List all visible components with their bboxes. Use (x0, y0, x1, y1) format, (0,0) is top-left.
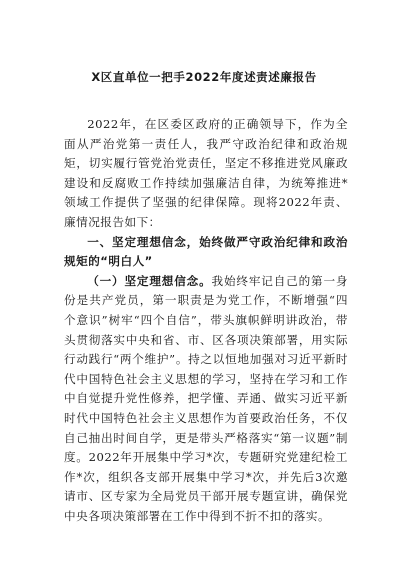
document-title: X区直单位一把手2022年度述责述廉报告 (91, 70, 317, 84)
intro-paragraph: 2022年，在区委区政府的正确领导下，作为全面从严治党第一责任人，我严守政治纪律和政治规矩，切实履行管党治党责任，坚定不移推进党风廉政建设和反腐败工作持续加强廉洁自律，为统筹推进*领域工作提供了坚强的纪律保障。现将2022年责、廉情况报告如下： (64, 117, 348, 229)
subsection-text: 我始终牢记自己的第一身份是共产党员，第一职责是为党工作，不断增强“四个意识”树牢“四个自信”，带头旗帜鲜明讲政治，带头贯彻落实中央和省、市、区各项决策部署，用实际行动践行“两个维护”。持之以恒地加强对习近平新时代中国特色社会主义思想的学习，坚持在学习和工作中自觉提升党性修养，把学懂、弄通、做实习近平新时代中国特色社会主义思想作为首要政治任务，不仅自己抽出时间自学，更是带头严格落实“第一议题”制度。2022年开展集中学习*次，专题研究党建纪检工作*次，组织各支部开展集中学习*次，并先后3次邀请市、区专家为全局党员干部开展专题宣讲，确保党中央各项决策部署在工作中得到不折不扣的落实。 (64, 273, 348, 523)
document-body (64, 115, 348, 526)
subsection-heading: （一）坚定理想信念。 (87, 273, 212, 288)
subsection-paragraph (64, 272, 348, 527)
section-heading: 一、坚定理想信念，始终做严守政治纪律和政治规矩的“明白人” (64, 234, 348, 269)
